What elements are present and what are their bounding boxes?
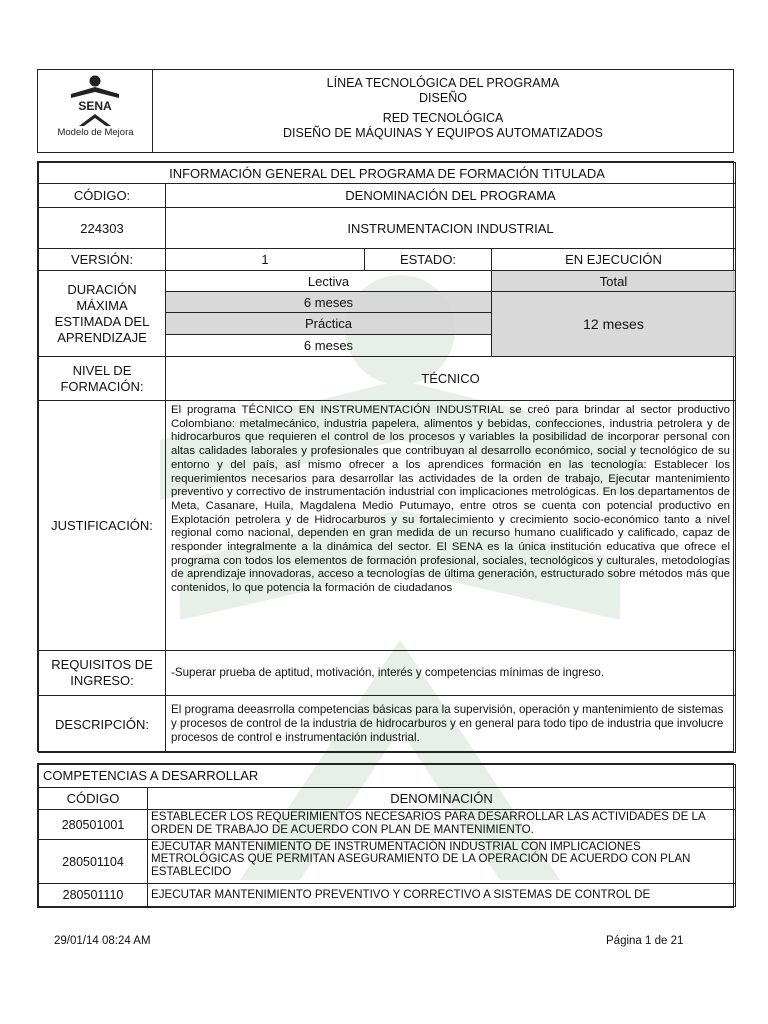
name-label: DENOMINACIÓN DEL PROGRAMA (166, 184, 736, 208)
competencies-title: COMPETENCIAS A DESARROLLAR (39, 765, 736, 788)
table-row (39, 840, 736, 884)
competency-name: EJECUTAR MANTENIMIENTO PREVENTIVO Y CORRECTIVO A SISTEMAS DE CONTROL DE (148, 884, 736, 907)
description-label: DESCRIPCIÓN: (39, 696, 166, 753)
description-text: El programa deeasrrolla competencias básicas para la supervisión, operación y mantenimiento de sistemas y procesos de control de la industria de hidrocarburos y en general para todo tipo de industria que involucre procesos de control e instrumentación industrial. (166, 696, 736, 753)
page-number: Página 1 de 21 (606, 935, 684, 947)
logo-cell (38, 70, 153, 152)
version-label: VERSIÓN: (39, 249, 166, 271)
competency-name: EJECUTAR MANTENIMIENTO DE INSTRUMENTACIÓN INDUSTRIAL CON IMPLICACIONES METROLÓGICAS QUE PERMITAN ASEGURAMIENTO DE LA OPERACIÓN DE ACUERDO CON PLAN ESTABLECIDO (148, 840, 736, 884)
competency-code: 280501110 (39, 884, 148, 907)
code-header: CÓDIGO (39, 787, 148, 810)
network-name: DISEÑO DE MÁQUINAS Y EQUIPOS AUTOMATIZADOS (283, 126, 603, 140)
section-title: INFORMACIÓN GENERAL DEL PROGRAMA DE FORMACIÓN TITULADA (39, 163, 736, 184)
line-title: LÍNEA TECNOLÓGICA DEL PROGRAMA (326, 76, 560, 90)
table-row (39, 810, 736, 840)
level-label: NIVEL DE FORMACIÓN: (39, 357, 166, 401)
document-header (37, 69, 734, 153)
lectiva-label: Lectiva (166, 271, 492, 292)
sena-logo-icon (65, 74, 125, 126)
status-label: ESTADO: (365, 249, 492, 271)
version-value: 1 (166, 249, 365, 271)
program-name: INSTRUMENTACION INDUSTRIAL (166, 208, 736, 249)
program-code: 224303 (39, 208, 166, 249)
practica-value: 6 meses (166, 335, 492, 357)
name-header: DENOMINACIÓN (148, 787, 736, 810)
print-timestamp: 29/01/14 08:24 AM (54, 935, 151, 947)
network-title: RED TECNOLÓGICA (382, 111, 504, 125)
line-subtitle: DISEÑO (419, 91, 467, 105)
status-value: EN EJECUCIÓN (492, 249, 736, 271)
justification-text: El programa TÉCNICO EN INSTRUMENTACIÓN INDUSTRIAL se creó para brindar al sector productivo Colombiano: metalmecánico, industria papelera, alimentos y bebidas, confecciones, industria petrolera y de hidrocarburos que requieren el control de los procesos y variables la posibilidad de incorporar personal con altas calidades laborales y profesionales que contribuyan al desarrollo económico, social y tecnológico de su entorno y del país, así mismo ofrecer a los aprendices formación en las tecnología: Establecer los requerimientos necesarios para desarrollar las actividades de la orden de trabajo, Ejecutar mantenimiento preventivo y correctivo de instrumentación industrial con implicaciones metrológicas. En los departamentos de Meta, Casanare, Huila, Magdalena Medio Putumayo, entre otros se cuenta con potencial productivo en Explotación petrolera y de Hidrocarburos y su fortalecimiento y crecimiento socio-económico tanto a nivel regional como nacional, dependen en gran medida de un recurso humano cualificado y calificado, capaz de responder integralmente a la dinámica del sector. El SENA es la única institución educativa que ofrece el programa con todos los elementos de formación profesional, sociales, tecnológicos y culturales, metodologías de aprendizaje innovadoras, acceso a tecnologías de última generación, estructurado sobre métodos más que contenidos, lo que potencia la formación de ciudadanos (166, 401, 736, 651)
header-text (153, 76, 733, 141)
justification-label: JUSTIFICACIÓN: (39, 401, 166, 651)
requirements-text: -Superar prueba de aptitud, motivación, interés y competencias mínimas de ingreso. (166, 651, 736, 696)
code-label: CÓDIGO: (39, 184, 166, 208)
practica-label: Práctica (166, 313, 492, 335)
competencies-table (37, 763, 734, 908)
competency-code: 280501001 (39, 810, 148, 840)
program-info-table (37, 161, 734, 752)
requirements-label: REQUISITOS DE INGRESO: (39, 651, 166, 696)
level-value: TÉCNICO (166, 357, 736, 401)
logo-text: SENA (78, 99, 112, 113)
duration-label: DURACIÓN MÁXIMA ESTIMADA DEL APRENDIZAJE (39, 271, 166, 357)
competency-name: ESTABLECER LOS REQUERIMIENTOS NECESARIOS PARA DESARROLLAR LAS ACTIVIDADES DE LA ORDEN DE TRABAJO DE ACUERDO CON PLAN DE MANTENIMIENTO. (148, 810, 736, 840)
total-value: 12 meses (492, 292, 736, 357)
lectiva-value: 6 meses (166, 292, 492, 313)
competency-code: 280501104 (39, 840, 148, 884)
total-label: Total (492, 271, 736, 292)
logo-caption: Modelo de Mejora (57, 127, 134, 138)
table-row (39, 884, 736, 907)
